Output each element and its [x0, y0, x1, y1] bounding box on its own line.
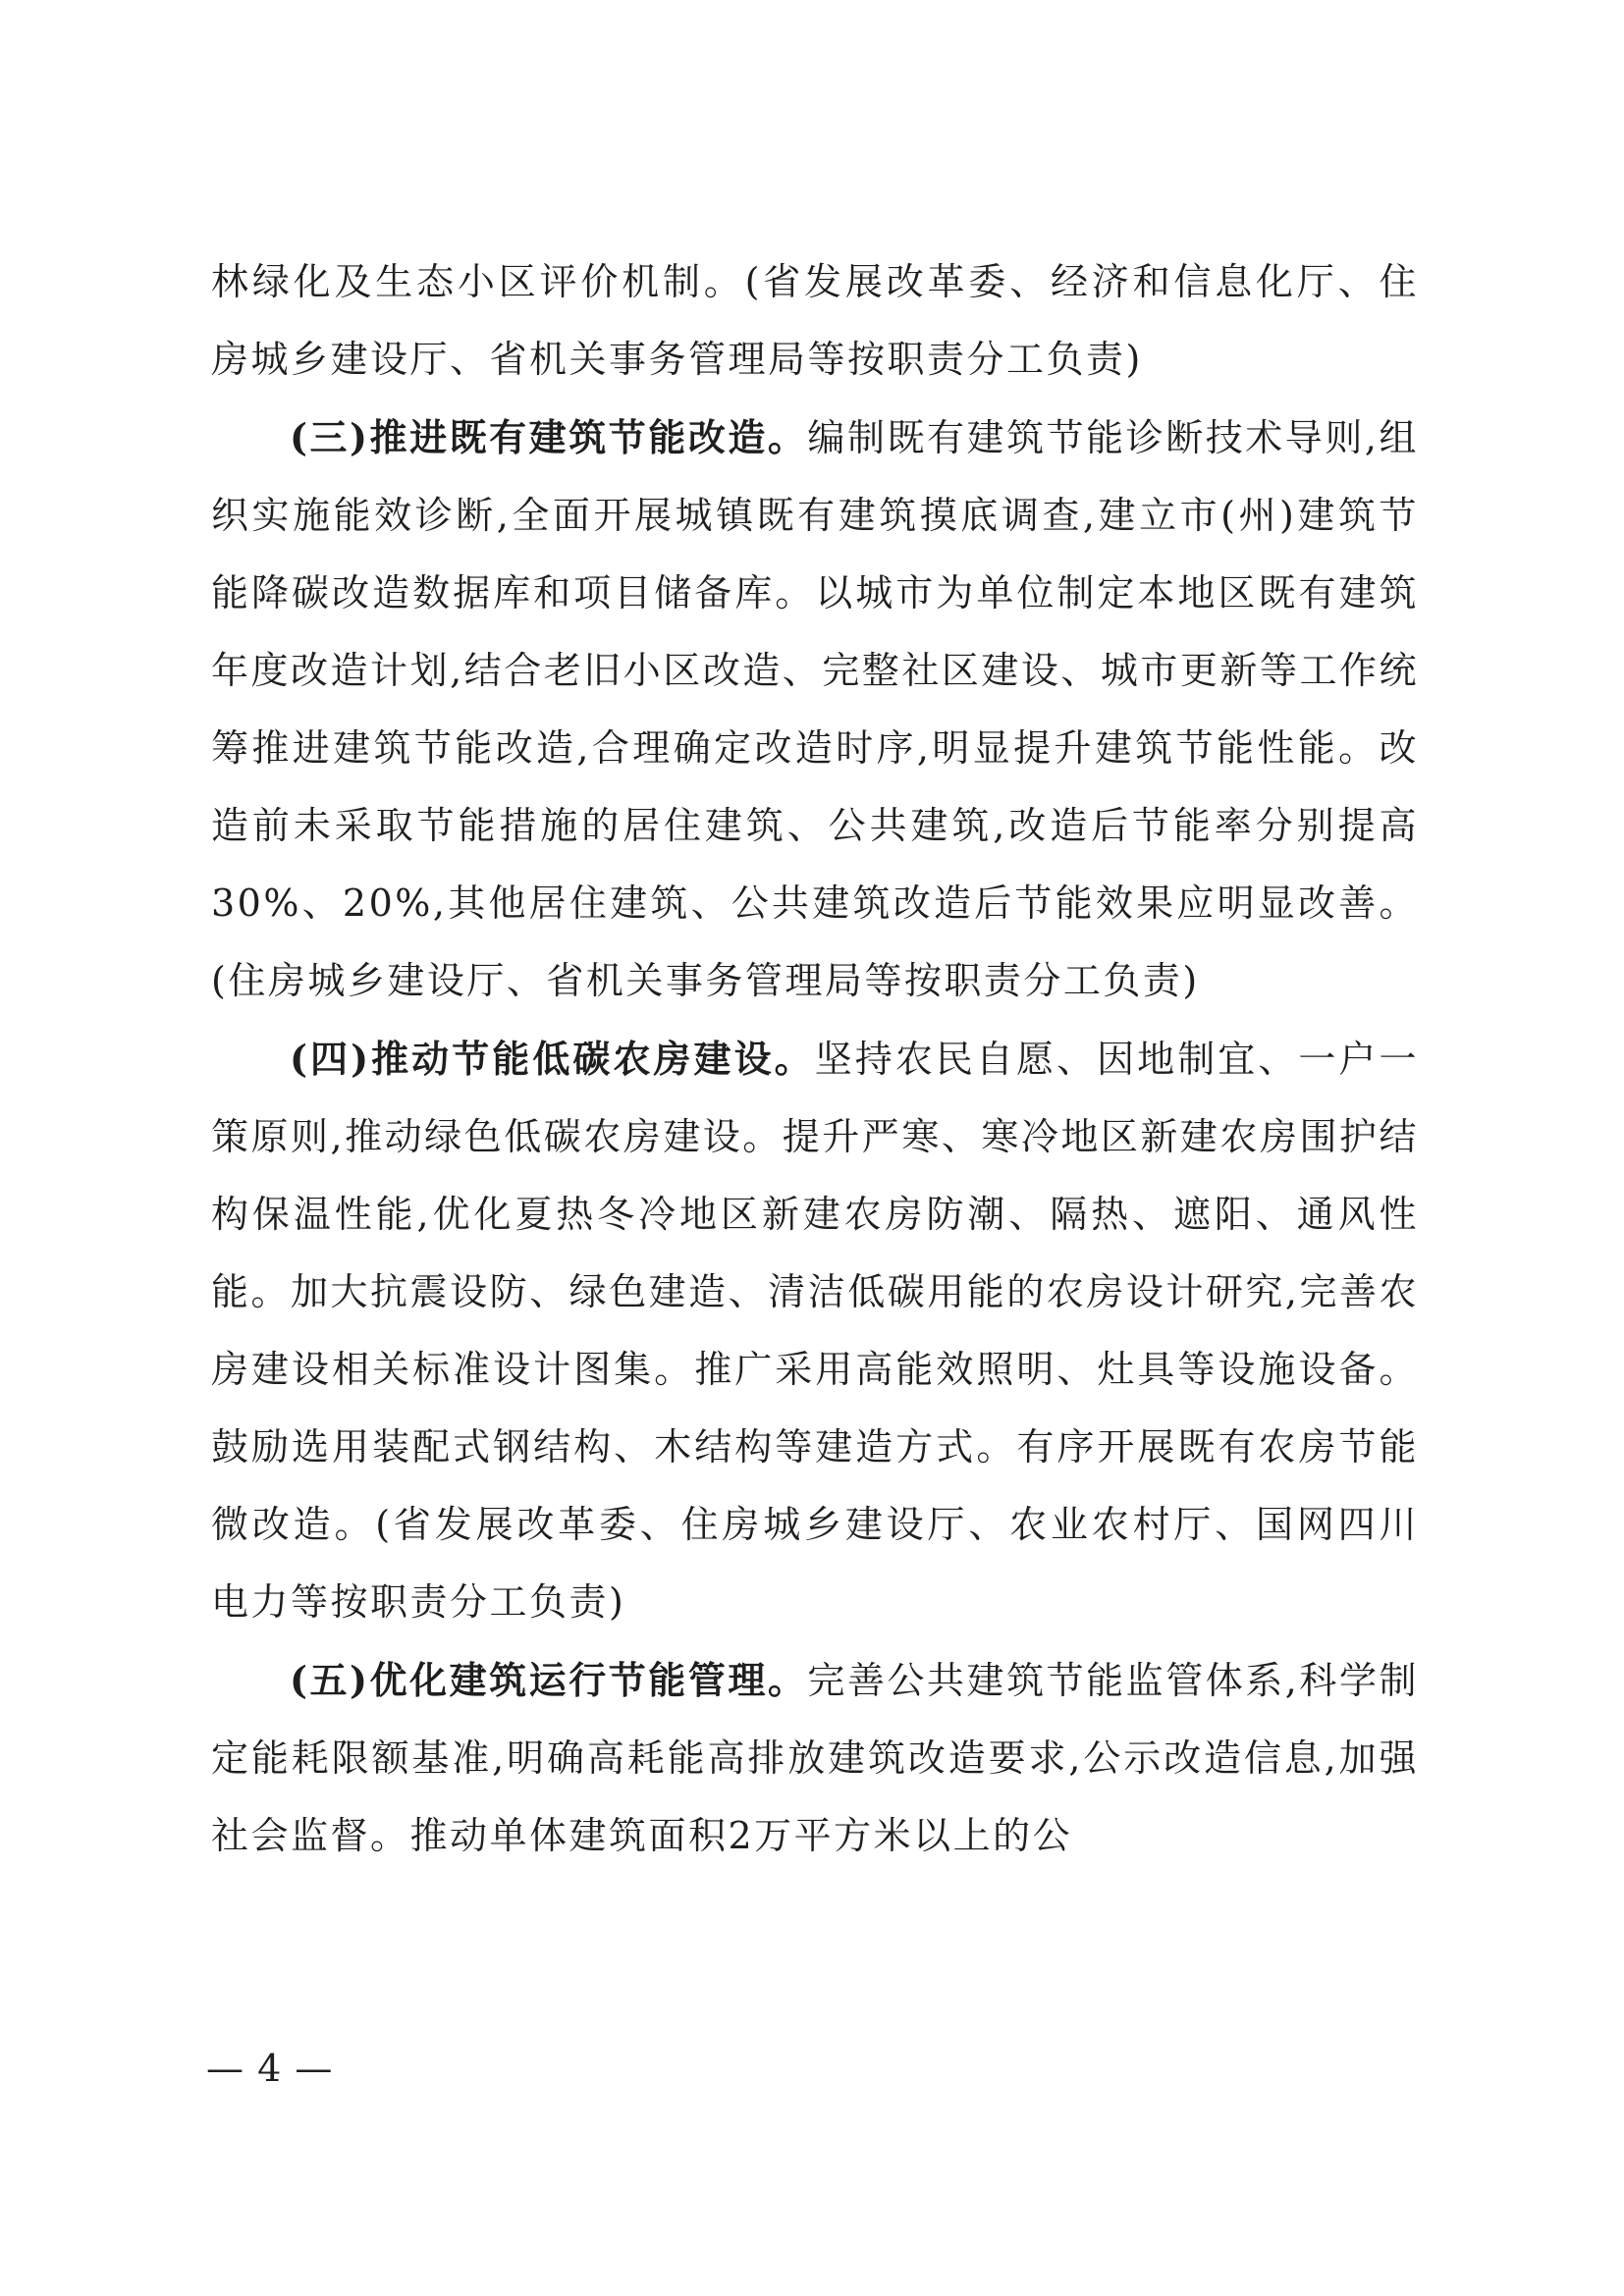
- section-heading: (三)推进既有建筑节能改造。: [290, 415, 808, 459]
- page-number: — 4 —: [206, 2047, 334, 2090]
- section-heading: (四)推动节能低碳农房建设。: [290, 1037, 815, 1081]
- paragraph-body: 林绿化及生态小区评价机制。(省发展改革委、经济和信息化厅、住房城乡建设厅、省机关事务管理局等按职责分工负责): [211, 260, 1419, 381]
- paragraph-section-3: [211, 399, 1419, 1020]
- paragraph-body: 坚持农民自愿、因地制宜、一户一策原则,推动绿色低碳农房建设。提升严寒、寒冷地区新建农房围护结构保温性能,优化夏热冬冷地区新建农房防潮、隔热、遮阳、通风性能。加大抗震设防、绿色建造、清洁低碳用能的农房设计研究,完善农房建设相关标准设计图集。推广采用高能效照明、灶具等设施设备。鼓励选用装配式钢结构、木结构等建造方式。有序开展既有农房节能微改造。(省发展改革委、住房城乡建设厅、农业农村厅、国网四川电力等按职责分工负责): [211, 1038, 1419, 1624]
- paragraph-continued: [211, 243, 1419, 399]
- paragraph-section-4: [211, 1020, 1419, 1641]
- section-heading: (五)优化建筑运行节能管理。: [290, 1658, 808, 1702]
- paragraph-body: 编制既有建筑节能诊断技术导则,组织实施能效诊断,全面开展城镇既有建筑摸底调查,建立市(州)建筑节能降碳改造数据库和项目储备库。以城市为单位制定本地区既有建筑年度改造计划,结合老旧小区改造、完整社区建设、城市更新等工作统筹推进建筑节能改造,合理确定改造时序,明显提升建筑节能性能。改造前未采取节能措施的居住建筑、公共建筑,改造后节能率分别提高30%、20%,其他居住建筑、公共建筑改造后节能效果应明显改善。(住房城乡建设厅、省机关事务管理局等按职责分工负责): [211, 416, 1419, 1002]
- paragraph-section-5: [211, 1641, 1419, 1875]
- document-body: [211, 243, 1419, 1875]
- paragraph-body: 完善公共建筑节能监管体系,科学制定能耗限额基准,明确高耗能高排放建筑改造要求,公示改造信息,加强社会监督。推动单体建筑面积2万平方米以上的公: [211, 1659, 1419, 1857]
